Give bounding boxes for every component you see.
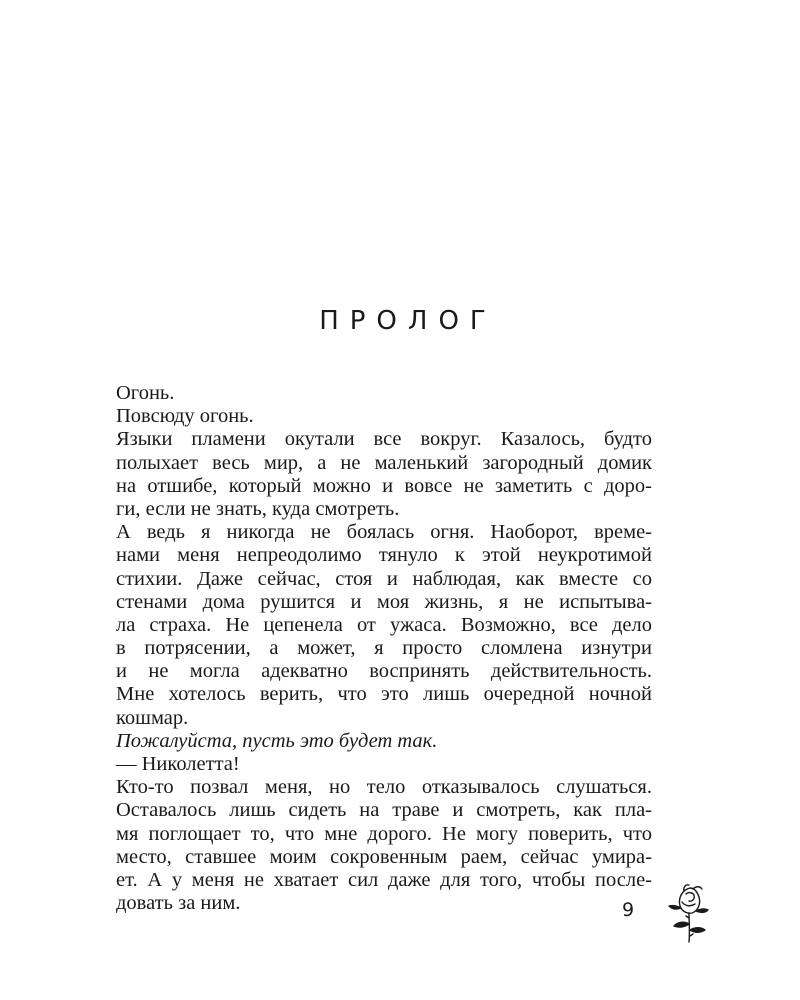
- paragraph-line: на отшибе, который можно и вовсе не заметить с доро-: [116, 474, 652, 497]
- chapter-title: ПРОЛОГ: [319, 306, 497, 336]
- paragraph-line: место, ставшее моим сокровенным раем, сейчас умира-: [116, 845, 652, 868]
- paragraph-first-line: — Николетта!: [116, 753, 240, 775]
- paragraph-first-line: А ведь я никогда не боялась огня. Наоборот, време-: [116, 521, 652, 544]
- paragraph-line: нами меня непреодолимо тянуло к этой неукротимой: [116, 544, 652, 567]
- paragraph-line: ет. А у меня не хватает сил даже для того, чтобы после-: [116, 868, 652, 891]
- paragraph-line: и не могла адекватно воспринять действительность.: [116, 660, 652, 683]
- paragraph-first-line: Огонь.: [116, 382, 175, 404]
- paragraph-line: мя поглощает то, что мне дорого. Не могу поверить, что: [116, 822, 652, 845]
- paragraph-line: довать за ним.: [116, 892, 241, 915]
- paragraph-line: ги, если не знать, куда смотреть.: [116, 497, 400, 520]
- paragraph-line: Оставалось лишь сидеть на траве и смотреть, как пла-: [116, 799, 652, 822]
- paragraph-line: ла страха. Не цепенела от ужаса. Возможно, все дело: [116, 613, 652, 636]
- paragraph-first-line: Повсюду огонь.: [116, 405, 254, 428]
- paragraph-first-line: Кто-то позвал меня, но тело отказывалось слушаться.: [116, 776, 652, 799]
- paragraph-line: стенами дома рушится и моя жизнь, я не испытыва-: [116, 590, 652, 613]
- paragraph-line: в потрясении, а может, я просто сломлена изнутри: [116, 637, 652, 660]
- rose-icon: [660, 880, 720, 944]
- paragraph-line: полыхает весь мир, а не маленький загородный домик: [116, 451, 652, 474]
- page-number: 9: [622, 899, 635, 921]
- paragraph-first-line: Языки пламени окутали все вокруг. Казалось, будто: [116, 428, 652, 451]
- paragraph-first-line: Пожалуйста, пусть это будет так.: [116, 729, 438, 752]
- chapter-body: [116, 382, 652, 915]
- paragraph-line: стихии. Даже сейчас, стоя и наблюдая, как вместе со: [116, 567, 652, 590]
- paragraph-line: кошмар.: [116, 706, 189, 729]
- paragraph-line: Мне хотелось верить, что это лишь очередной ночной: [116, 683, 652, 706]
